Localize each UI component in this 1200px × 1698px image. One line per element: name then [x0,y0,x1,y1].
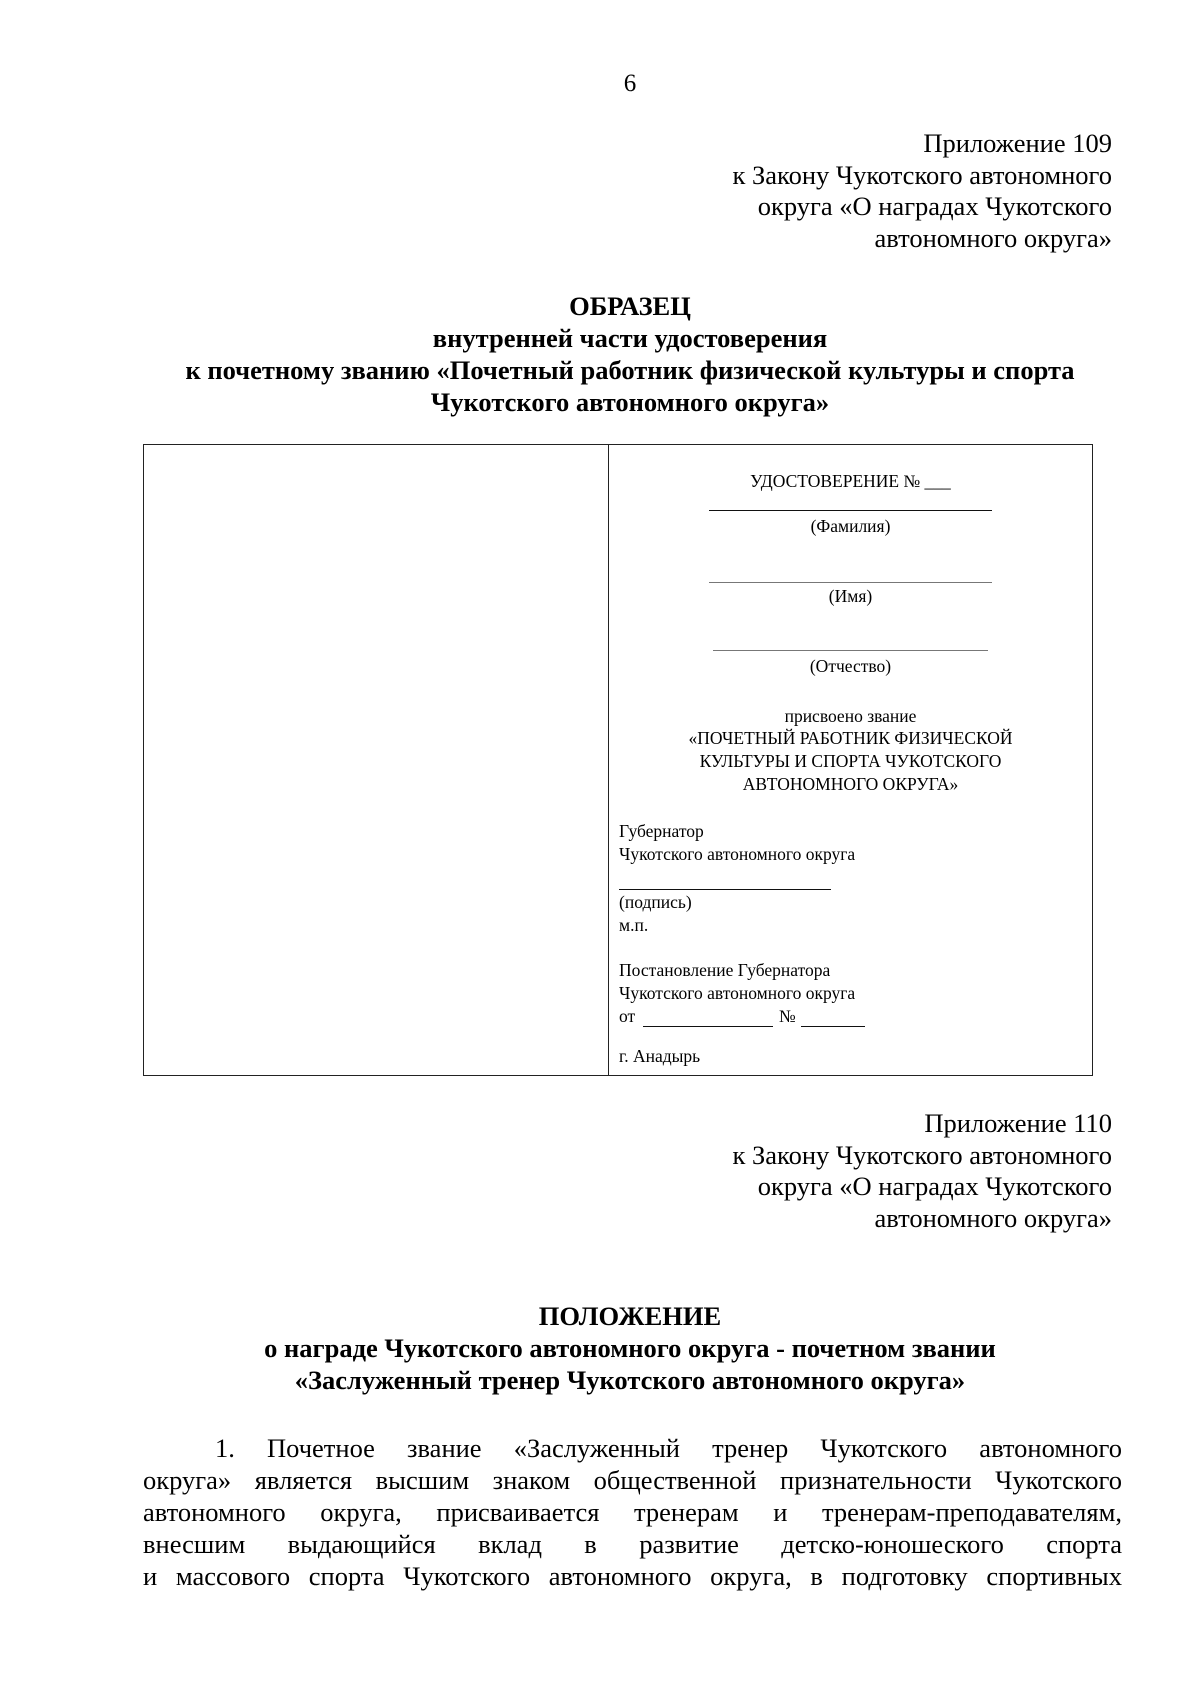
resolution-line: Постановление Губернатора [619,960,831,980]
regulation-heading [0,1300,1200,1396]
name-label: (Имя) [828,586,873,606]
resolution-number-line [801,1026,865,1027]
resolution-line: Чукотского автономного округа [619,983,856,1003]
appendix-109-line: автономного округа» [874,222,1112,253]
governor-block [619,820,855,866]
sample-heading-subtitle-line: Чукотского автономного округа» [430,387,830,417]
regulation-heading-subtitle-line: «Заслуженный тренер Чукотского автономного округа» [294,1365,966,1395]
sample-heading-subtitle-line: к почетному званию «Почетный работник физической культуры и спорта [185,355,1075,385]
assigned-text: присвоено звание [784,706,917,726]
patronymic-label: (Отчество) [809,656,892,676]
page-number: 6 [623,70,637,97]
certificate-left-page [144,445,609,1075]
patronymic-line [713,650,988,651]
resolution-number-label: № [779,1006,796,1026]
honorary-title-line: АВТОНОМНОГО ОКРУГА» [742,774,959,794]
regulation-heading-title: ПОЛОЖЕНИЕ [538,1301,722,1331]
paragraph-line: и массового спорта Чукотского автономного округа, в подготовку спортивных [143,1561,1122,1591]
regulation-heading-subtitle-line: о награде Чукотского автономного округа - почетном звании [264,1333,996,1363]
certificate-sample-box [143,444,1093,1076]
sample-heading [0,290,1200,418]
name-line [709,582,992,583]
appendix-110-line: к Закону Чукотского автономного [732,1139,1112,1170]
certificate-title: УДОСТОВЕРЕНИЕ № ___ [750,471,951,491]
appendix-109-header [512,128,1112,254]
paragraph-line: 1. Почетное звание «Заслуженный тренер Чукотского автономного [215,1433,1122,1463]
appendix-109-line: округа «О наградах Чукотского [757,191,1112,221]
surname-line [709,510,992,511]
honorary-title-line: КУЛЬТУРЫ И СПОРТА ЧУКОТСКОГО [699,751,1002,771]
resolution-date-line [643,1026,773,1027]
signature-label: (подпись) [619,892,692,912]
appendix-110-line: Приложение 110 [924,1108,1112,1138]
honorary-title-line: «ПОЧЕТНЫЙ РАБОТНИК ФИЗИЧЕСКОЙ [688,728,1013,748]
paragraph-line: округа» является высшим знаком общественной признательности Чукотского [143,1465,1122,1495]
stamp-label: м.п. [619,915,649,935]
resolution-date-number-row [619,1005,855,1028]
paragraph-1 [143,1432,1122,1592]
resolution-block [619,959,855,1028]
appendix-109-line: к Закону Чукотского автономного [732,159,1112,190]
signature-line [619,889,831,890]
governor-line: Чукотского автономного округа [619,844,856,864]
appendix-110-header [512,1108,1112,1234]
certificate-right-page [609,445,1092,1075]
paragraph-line: автономного округа, присваивается тренерам и тренерам-преподавателям, [143,1497,1122,1527]
sample-heading-title: ОБРАЗЕЦ [569,291,691,321]
sample-heading-subtitle-line: внутренней части удостоверения [432,323,828,353]
resolution-from-label: от [619,1006,636,1026]
signature-block [619,891,692,937]
city-label: г. Анадырь [619,1046,701,1066]
paragraph-line: внесшим выдающийся вклад в развитие детско-юношеского спорта [143,1529,1122,1559]
governor-line: Губернатор [619,821,704,841]
surname-label: (Фамилия) [810,516,891,536]
appendix-109-line: Приложение 109 [923,128,1112,158]
appendix-110-line: округа «О наградах Чукотского [757,1171,1112,1201]
appendix-110-line: автономного округа» [874,1202,1112,1233]
